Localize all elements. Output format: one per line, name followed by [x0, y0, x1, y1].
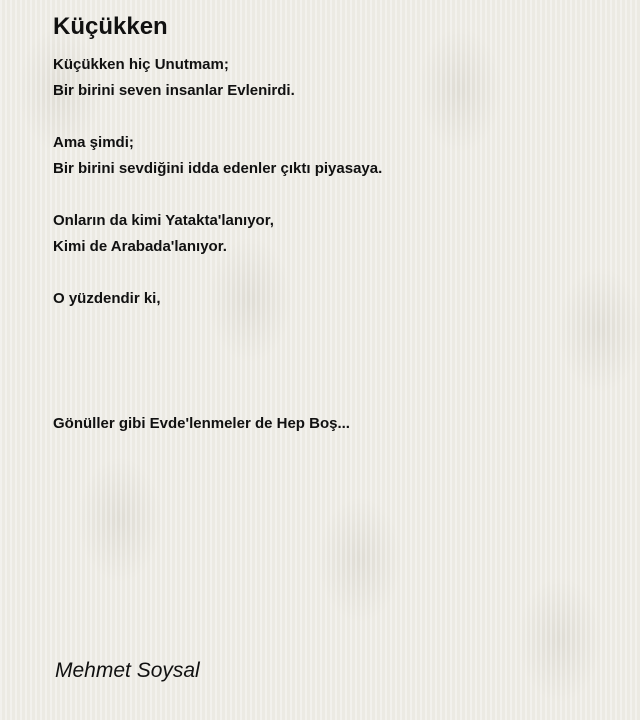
poem-line: Kimi de Arabada'lanıyor.	[53, 238, 227, 255]
poem-line: Onların da kimi Yatakta'lanıyor,	[53, 212, 274, 229]
stanza-break	[53, 182, 613, 208]
poem-line: Küçükken hiç Unutmam;	[53, 56, 229, 73]
poem-line: Ama şimdi;	[53, 134, 134, 151]
poem-title: Küçükken	[53, 13, 168, 40]
stanza-break	[53, 104, 613, 130]
poem-line: Bir birini sevdiğini idda edenler çıktı piyasaya.	[53, 160, 383, 177]
poem-author: Mehmet Soysal	[55, 659, 200, 682]
poem-final-line: Gönüller gibi Evde'lenmeler de Hep Boş...	[53, 415, 350, 432]
stanza-break	[53, 260, 613, 286]
poem-body	[53, 52, 613, 312]
poem-line: Bir birini seven insanlar Evlenirdi.	[53, 82, 295, 99]
poem-line: O yüzdendir ki,	[53, 290, 161, 307]
